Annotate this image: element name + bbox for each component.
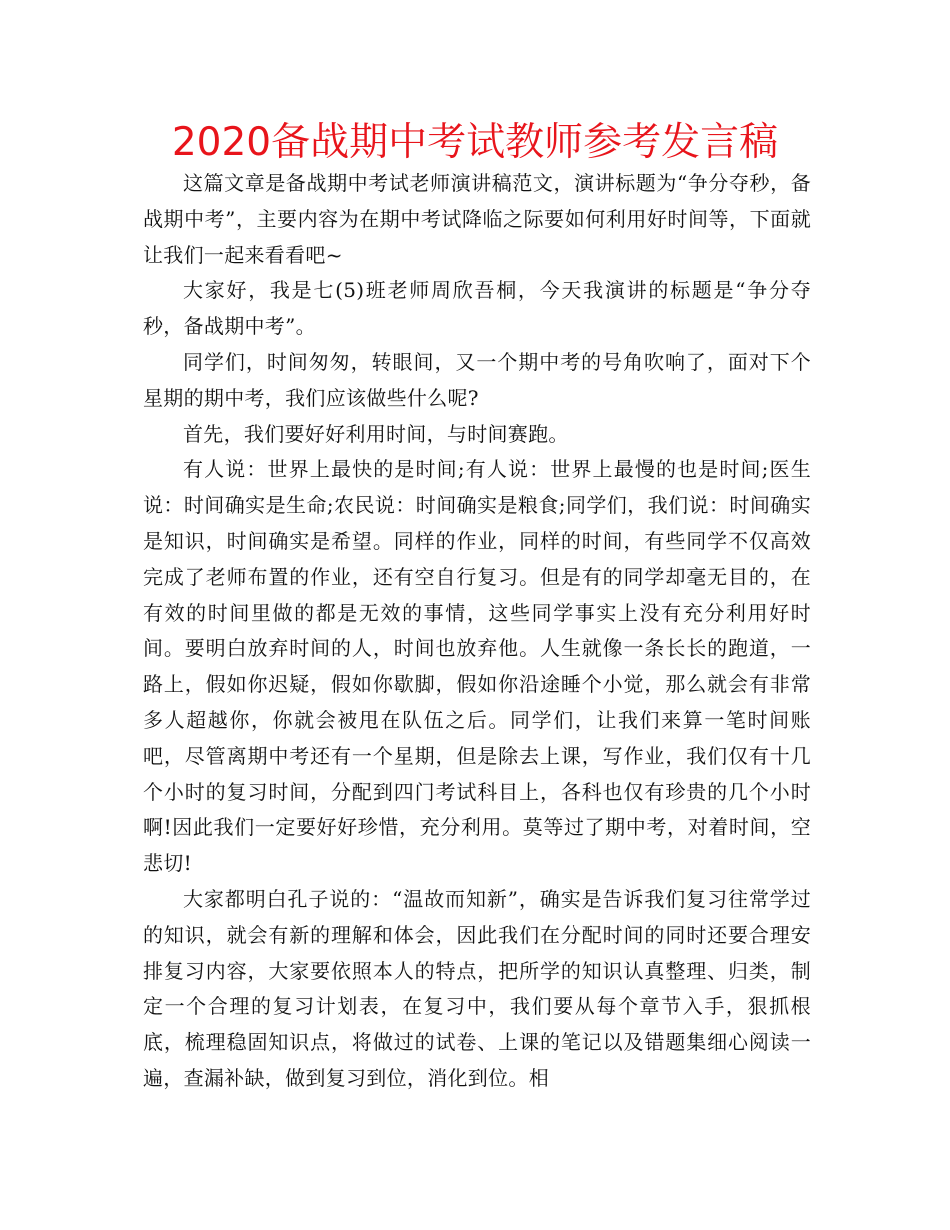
paragraph-greeting: 大家好，我是七(5)班老师周欣吾桐，今天我演讲的标题是“争分夺秒，备战期中考”。	[143, 278, 811, 339]
paragraph-first-point: 首先，我们要好好利用时间，与时间赛跑。	[183, 421, 569, 446]
paragraph-question: 同学们，时间匆匆，转眼间，又一个期中考的号角吹响了，面对下个星期的期中考，我们应该做些什么呢?	[143, 349, 811, 410]
document-title: 2020备战期中考试教师参考发言稿	[171, 120, 779, 165]
paragraph-time: 有人说：世界上最快的是时间;有人说：世界上最慢的也是时间;医生说：时间确实是生命;农民说：时间确实是粮食;同学们，我们说：时间确实是知识，时间确实是希望。同样的作业，同样的时间，有些同学不仅高效完成了老师布置的作业，还有空自行复习。但是有的同学却毫无目的，在有效的时间里做的都是无效的事情，这些同学事实上没有充分利用好时间。要明白放弃时间的人，时间也放弃他。人生就像一条长长的跑道，一路上，假如你迟疑，假如你歇脚，假如你沿途睡个小觉，那么就会有非常多人超越你，你就会被甩在队伍之后。同学们，让我们来算一笔时间账吧，尽管离期中考还有一个星期，但是除去上课，写作业，我们仅有十几个小时的复习时间，分配到四门考试科目上，各科也仅有珍贵的几个小时啊!因此我们一定要好好珍惜，充分利用。莫等过了期中考，对着时间，空悲切!	[143, 457, 811, 876]
document-body	[143, 166, 811, 1097]
paragraph-review: 大家都明白孔子说的：“温故而知新”，确实是告诉我们复习往常学过的知识，就会有新的理解和体会，因此我们在分配时间的同时还要合理安排复习内容，大家要依照本人的特点，把所学的知识认真整理、归类，制定一个合理的复习计划表，在复习中，我们要从每个章节入手，狠抓根底，梳理稳固知识点，将做过的试卷、上课的笔记以及错题集细心阅读一遍，查漏补缺，做到复习到位，消化到位。相	[143, 886, 811, 1090]
paragraph-intro: 这篇文章是备战期中考试老师演讲稿范文，演讲标题为“争分夺秒，备战期中考”，主要内容为在期中考试降临之际要如何利用好时间等，下面就让我们一起来看看吧~	[143, 171, 811, 267]
